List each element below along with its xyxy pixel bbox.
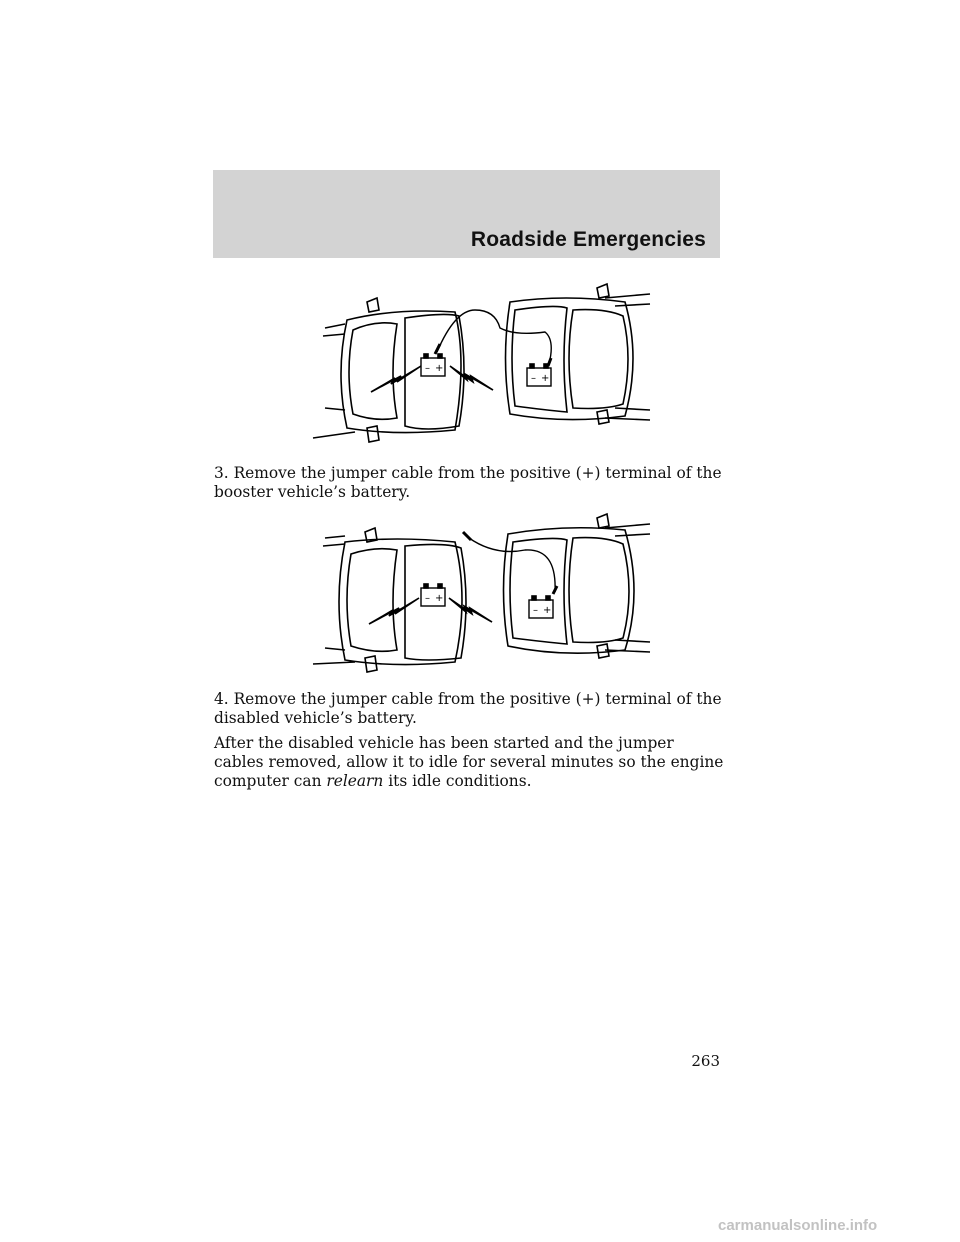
section-title: Roadside Emergencies bbox=[470, 228, 706, 251]
svg-text:–: – bbox=[533, 605, 538, 616]
svg-text:+: + bbox=[541, 373, 550, 384]
section-header bbox=[213, 170, 720, 258]
spark-icon bbox=[371, 366, 421, 392]
spark-icon bbox=[449, 598, 492, 622]
disabled-battery-icon bbox=[421, 584, 445, 606]
jumper-cable bbox=[437, 310, 551, 364]
booster-vehicle-illustration bbox=[506, 284, 651, 424]
relearn-term: relearn bbox=[326, 772, 384, 790]
booster-vehicle-illustration bbox=[504, 514, 651, 658]
jump-start-diagram-booster-removed bbox=[305, 512, 680, 677]
svg-text:+: + bbox=[435, 593, 444, 604]
svg-text:–: – bbox=[531, 373, 536, 384]
jump-start-diagram-connected bbox=[305, 280, 680, 445]
svg-text:–: – bbox=[425, 593, 430, 604]
disabled-battery-icon bbox=[421, 354, 445, 376]
spark-icon bbox=[450, 366, 493, 390]
svg-text:+: + bbox=[543, 605, 552, 616]
booster-battery-icon bbox=[529, 596, 553, 618]
idle-relearn-note: After the disabled vehicle has been started and the jumper cables removed, allow it to idle for several minutes so the engine computer can relearn its idle conditions. bbox=[214, 734, 724, 790]
site-watermark: carmanualsonline.info bbox=[718, 1217, 878, 1234]
step-3-text: 3. Remove the jumper cable from the positive (+) terminal of the booster vehicle’s battery. bbox=[214, 464, 722, 501]
svg-text:–: – bbox=[425, 363, 430, 374]
svg-text:+: + bbox=[435, 363, 444, 374]
step-4-text: 4. Remove the jumper cable from the positive (+) terminal of the disabled vehicle’s battery. bbox=[214, 690, 722, 727]
booster-battery-icon bbox=[527, 364, 551, 386]
page-number: 263 bbox=[691, 1052, 720, 1070]
